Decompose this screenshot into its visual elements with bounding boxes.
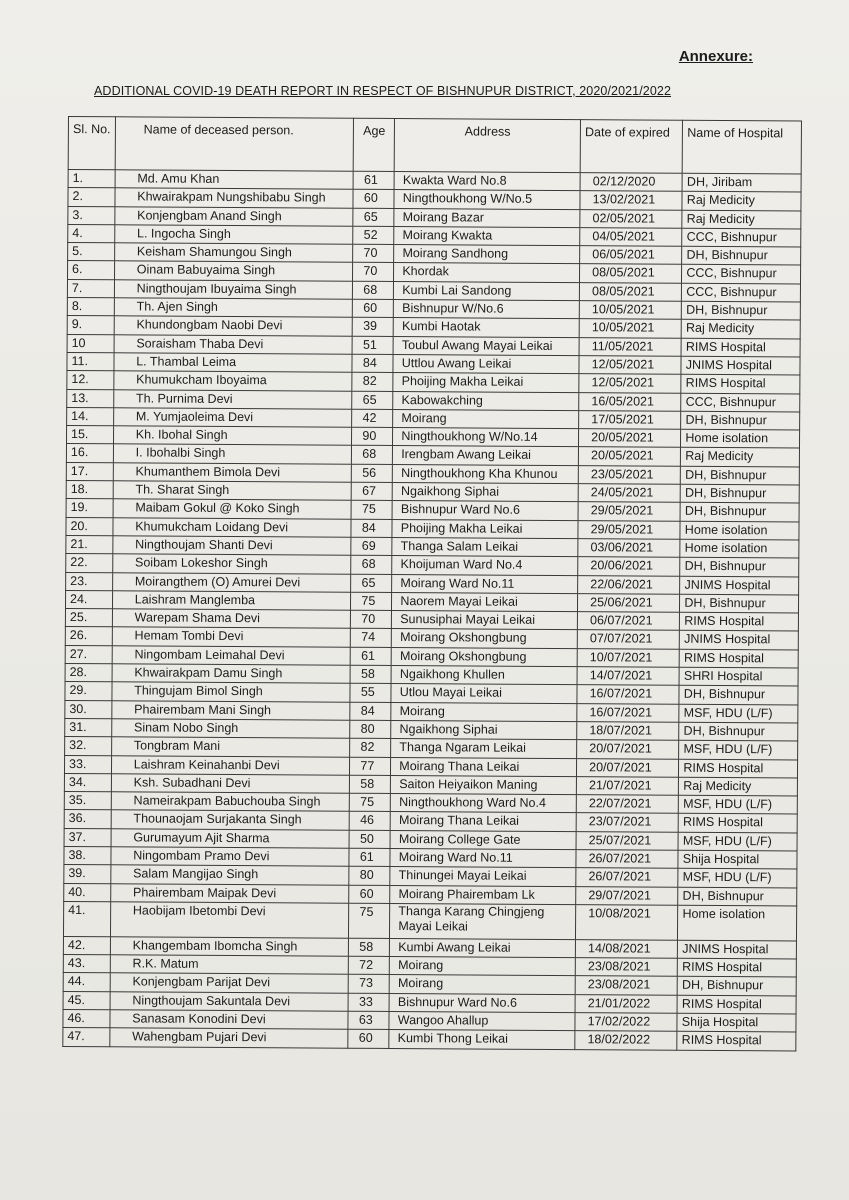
cell-date: 14/08/2021: [575, 939, 677, 958]
cell-age: 75: [349, 903, 390, 938]
cell-hospital: Home isolation: [680, 539, 799, 558]
cell-age: 82: [350, 738, 391, 757]
table-body: [63, 170, 801, 1051]
cell-age: 39: [353, 318, 394, 337]
cell-sl-no: 43.: [63, 955, 110, 974]
cell-address: Moirang Kwakta: [394, 226, 580, 245]
cell-hospital: RIMS Hospital: [677, 1032, 796, 1051]
cell-address: Moirang Phairembam Lk: [390, 885, 576, 904]
cell-age: 80: [350, 720, 391, 739]
cell-name: Khangembam Ibomcha Singh: [110, 937, 349, 957]
cell-name: Hemam Tombi Devi: [112, 627, 351, 647]
cell-sl-no: 18.: [66, 481, 113, 500]
cell-address: Bishnupur Ward No.6: [389, 993, 575, 1012]
cell-hospital: JNIMS Hospital: [680, 631, 799, 650]
cell-age: 63: [348, 1011, 389, 1030]
cell-hospital: RIMS Hospital: [677, 995, 796, 1014]
cell-sl-no: 41.: [63, 901, 110, 936]
cell-address: Moirang: [391, 702, 577, 721]
cell-address: Bishnupur Ward No.6: [392, 501, 578, 520]
cell-hospital: RIMS Hospital: [678, 958, 797, 977]
cell-name: Th. Purnima Devi: [113, 389, 352, 409]
cell-date: 16/07/2021: [577, 685, 679, 704]
cell-name: Kh. Ibohal Singh: [113, 426, 352, 446]
cell-name: Khumanthem Bimola Devi: [113, 463, 352, 483]
cell-age: 52: [353, 226, 394, 245]
cell-address: Kwakta Ward No.8: [394, 171, 580, 190]
cell-sl-no: 23.: [66, 572, 113, 591]
cell-age: 65: [351, 574, 392, 593]
cell-sl-no: 7.: [67, 279, 114, 298]
cell-hospital: JNIMS Hospital: [681, 356, 800, 375]
cell-name: Tongbram Mani: [111, 737, 350, 757]
cell-address: Toubul Awang Mayai Leikai: [393, 336, 579, 355]
cell-date: 14/07/2021: [577, 667, 679, 686]
cell-hospital: CCC, Bishnupur: [682, 265, 801, 284]
cell-date: 23/08/2021: [575, 958, 677, 977]
cell-hospital: Shija Hospital: [678, 850, 797, 869]
cell-sl-no: 34.: [64, 773, 111, 792]
cell-address: Ningthoukhong Kha Khunou: [393, 464, 579, 483]
cell-name: Moirangthem (O) Amurei Devi: [112, 572, 351, 592]
cell-sl-no: 40.: [64, 883, 111, 902]
cell-hospital: Raj Medicity: [682, 210, 801, 229]
cell-hospital: MSF, HDU (L/F): [678, 869, 797, 888]
header-hospital: Name of Hospital: [682, 120, 801, 174]
cell-sl-no: 32.: [65, 737, 112, 756]
cell-address: Kumbi Haotak: [393, 318, 579, 337]
cell-name: Ningthoujam Ibuyaima Singh: [114, 280, 353, 300]
cell-address: Moirang Okshongbung: [392, 629, 578, 648]
cell-address: Moirang: [390, 957, 576, 976]
cell-date: 23/05/2021: [578, 465, 680, 484]
cell-age: 61: [353, 171, 394, 190]
cell-date: 23/08/2021: [575, 976, 677, 995]
cell-address: Wangoo Ahallup: [389, 1012, 575, 1031]
cell-address: Moirang: [393, 409, 579, 428]
cell-sl-no: 42.: [63, 936, 110, 955]
cell-hospital: DH, Bishnupur: [680, 557, 799, 576]
cell-date: 06/05/2021: [580, 246, 682, 265]
cell-date: 16/05/2021: [579, 392, 681, 411]
cell-age: 68: [352, 446, 393, 465]
cell-date: 21/01/2022: [575, 994, 677, 1013]
cell-age: 60: [349, 885, 390, 904]
cell-name: Soraisham Thaba Devi: [114, 334, 353, 354]
cell-sl-no: 6.: [68, 261, 115, 280]
cell-sl-no: 19.: [66, 499, 113, 518]
cell-age: 58: [350, 665, 391, 684]
cell-age: 60: [348, 1030, 389, 1049]
cell-age: 74: [351, 629, 392, 648]
cell-address: Thinungei Mayai Leikai: [390, 867, 576, 886]
cell-age: 67: [352, 482, 393, 501]
header-address: Address: [394, 118, 580, 172]
cell-date: 20/07/2021: [577, 740, 679, 759]
cell-date: 11/05/2021: [579, 337, 681, 356]
cell-address: Kumbi Awang Leikai: [390, 938, 576, 957]
cell-age: 68: [353, 281, 394, 300]
cell-hospital: Home isolation: [678, 905, 797, 941]
cell-name: Thounaojam Surjakanta Singh: [111, 810, 350, 830]
cell-address: Thanga Salam Leikai: [392, 537, 578, 556]
table-row: [63, 901, 796, 940]
cell-age: 69: [351, 537, 392, 556]
cell-sl-no: 11.: [67, 352, 114, 371]
cell-age: 73: [349, 975, 390, 994]
cell-name: I. Ibohalbi Singh: [113, 444, 352, 464]
cell-date: 23/07/2021: [576, 813, 678, 832]
cell-date: 10/08/2021: [576, 904, 678, 940]
cell-address: Saiton Heiyaikon Maning: [391, 775, 577, 794]
cell-sl-no: 22.: [66, 554, 113, 573]
cell-hospital: CCC, Bishnupur: [681, 393, 800, 412]
header-name: Name of deceased person.: [115, 117, 354, 171]
cell-name: Phairembam Maipak Devi: [110, 883, 349, 903]
cell-sl-no: 33.: [64, 755, 111, 774]
cell-age: 58: [349, 938, 390, 957]
cell-date: 29/05/2021: [578, 502, 680, 521]
cell-sl-no: 28.: [65, 664, 112, 683]
cell-hospital: DH, Bishnupur: [678, 887, 797, 906]
cell-name: Wahengbam Pujari Devi: [110, 1028, 349, 1048]
cell-sl-no: 2.: [68, 188, 115, 207]
cell-date: 25/07/2021: [576, 831, 678, 850]
cell-hospital: CCC, Bishnupur: [682, 283, 801, 302]
cell-date: 07/07/2021: [577, 630, 679, 649]
cell-hospital: DH, Bishnupur: [677, 977, 796, 996]
cell-age: 56: [352, 464, 393, 483]
cell-address: Naorem Mayai Leikai: [392, 592, 578, 611]
cell-hospital: JNIMS Hospital: [680, 576, 799, 595]
cell-sl-no: 1.: [68, 170, 115, 189]
cell-address: Ngaikhong Siphai: [391, 720, 577, 739]
cell-date: 16/07/2021: [577, 703, 679, 722]
cell-name: Oinam Babuyaima Singh: [114, 261, 353, 281]
cell-name: Gurumayum Ajit Sharma: [111, 828, 350, 848]
cell-age: 60: [353, 190, 394, 209]
cell-sl-no: 27.: [65, 645, 112, 664]
cell-hospital: RIMS Hospital: [679, 649, 798, 668]
cell-address: Kumbi Lai Sandong: [394, 281, 580, 300]
cell-sl-no: 17.: [66, 462, 113, 481]
cell-age: 75: [350, 793, 391, 812]
cell-date: 25/06/2021: [578, 593, 680, 612]
cell-name: Phairembam Mani Singh: [112, 700, 351, 720]
cell-hospital: Home isolation: [680, 521, 799, 540]
cell-sl-no: 47.: [63, 1028, 110, 1047]
cell-hospital: Raj Medicity: [682, 192, 801, 211]
cell-date: 13/02/2021: [580, 191, 682, 210]
cell-age: 33: [348, 993, 389, 1012]
cell-sl-no: 38.: [64, 846, 111, 865]
annexure-label: Annexure:: [678, 48, 753, 65]
cell-sl-no: 9.: [67, 316, 114, 335]
cell-address: Moirang Ward No.11: [392, 574, 578, 593]
cell-hospital: Raj Medicity: [681, 448, 800, 467]
cell-address: Ningthoukhong W/No.14: [393, 428, 579, 447]
cell-sl-no: 13.: [67, 389, 114, 408]
cell-address: Moirang Okshongbung: [391, 647, 577, 666]
cell-name: Ningthoujam Sakuntala Devi: [110, 992, 349, 1012]
header-date: Date of expired: [580, 120, 683, 174]
cell-date: 06/07/2021: [577, 612, 679, 631]
cell-address: Moirang: [389, 975, 575, 994]
cell-sl-no: 3.: [68, 206, 115, 225]
cell-name: Konjengbam Parijat Devi: [110, 973, 349, 993]
cell-sl-no: 20.: [66, 517, 113, 536]
header-age: Age: [354, 118, 395, 171]
cell-sl-no: 39.: [64, 865, 111, 884]
cell-name: Khundongbam Naobi Devi: [114, 316, 353, 336]
cell-name: Ningthoujam Shanti Devi: [113, 536, 352, 556]
cell-hospital: DH, Bishnupur: [681, 466, 800, 485]
cell-address: Phoijing Makha Leikai: [393, 373, 579, 392]
cell-hospital: DH, Bishnupur: [680, 594, 799, 613]
cell-hospital: DH, Bishnupur: [679, 722, 798, 741]
cell-date: 22/07/2021: [576, 795, 678, 814]
cell-hospital: MSF, HDU (L/F): [678, 832, 797, 851]
report-title: ADDITIONAL COVID-19 DEATH REPORT IN RESPECT OF BISHNUPUR DISTRICT, 2020/2021/2022: [94, 84, 672, 98]
header-sl-no: Sl. No.: [68, 117, 115, 170]
cell-date: 26/07/2021: [576, 850, 678, 869]
cell-date: 17/05/2021: [579, 410, 681, 429]
cell-sl-no: 26.: [65, 627, 112, 646]
cell-sl-no: 29.: [65, 682, 112, 701]
cell-address: Khordak: [394, 263, 580, 282]
cell-name: L. Ingocha Singh: [114, 225, 353, 245]
cell-address: Kabowakching: [393, 391, 579, 410]
cell-hospital: DH, Bishnupur: [680, 503, 799, 522]
cell-date: 26/07/2021: [576, 868, 678, 887]
cell-hospital: MSF, HDU (L/F): [679, 795, 798, 814]
cell-age: 68: [351, 555, 392, 574]
cell-age: 75: [351, 501, 392, 520]
cell-name: Haobijam Ibetombi Devi: [110, 902, 349, 938]
cell-hospital: DH, Jiribam: [682, 173, 801, 192]
cell-name: L. Thambal Leima: [114, 353, 353, 373]
cell-name: Keisham Shamungou Singh: [114, 243, 353, 263]
cell-age: 46: [350, 812, 391, 831]
cell-hospital: DH, Bishnupur: [680, 484, 799, 503]
cell-age: 65: [353, 208, 394, 227]
cell-age: 75: [351, 592, 392, 611]
cell-age: 70: [353, 244, 394, 263]
table-row: [63, 1028, 796, 1051]
cell-name: Khwairakpam Nungshibabu Singh: [115, 188, 354, 208]
cell-name: Soibam Lokeshor Singh: [112, 554, 351, 574]
cell-hospital: Shija Hospital: [677, 1013, 796, 1032]
cell-hospital: DH, Bishnupur: [682, 246, 801, 265]
cell-sl-no: 14.: [67, 407, 114, 426]
cell-date: 10/05/2021: [579, 301, 681, 320]
cell-name: Konjengbam Anand Singh: [115, 206, 354, 226]
cell-address: Utlou Mayai Leikai: [391, 684, 577, 703]
cell-age: 82: [352, 373, 393, 392]
cell-address: Sunusiphai Mayai Leikai: [392, 611, 578, 630]
cell-address: Bishnupur W/No.6: [394, 300, 580, 319]
cell-hospital: RIMS Hospital: [680, 612, 799, 631]
cell-date: 20/05/2021: [579, 429, 681, 448]
cell-hospital: DH, Bishnupur: [679, 686, 798, 705]
cell-address: Ngaikhong Siphai: [392, 483, 578, 502]
cell-name: Ningombam Leimahal Devi: [112, 645, 351, 665]
cell-date: 10/05/2021: [579, 319, 681, 338]
cell-hospital: MSF, HDU (L/F): [679, 704, 798, 723]
cell-age: 70: [353, 263, 394, 282]
cell-name: Laishram Manglemba: [112, 591, 351, 611]
cell-sl-no: 31.: [65, 718, 112, 737]
cell-address: Moirang Bazar: [394, 208, 580, 227]
cell-age: 80: [349, 867, 390, 886]
cell-address: Uttlou Awang Leikai: [393, 354, 579, 373]
cell-date: 29/05/2021: [578, 520, 680, 539]
cell-address: Moirang Sandhong: [394, 245, 580, 264]
cell-address: Thanga Ngaram Leikai: [391, 739, 577, 758]
cell-age: 60: [353, 299, 394, 318]
cell-name: R.K. Matum: [110, 955, 349, 975]
cell-date: 21/07/2021: [576, 776, 678, 795]
cell-hospital: DH, Bishnupur: [681, 411, 800, 430]
cell-address: Kumbi Thong Leikai: [389, 1030, 575, 1049]
cell-address: Phoijing Makha Leikai: [392, 519, 578, 538]
cell-sl-no: 46.: [63, 1010, 110, 1029]
cell-address: Moirang Thana Leikai: [391, 757, 577, 776]
cell-sl-no: 8.: [67, 298, 114, 317]
cell-date: 17/02/2022: [575, 1013, 677, 1032]
cell-sl-no: 16.: [66, 444, 113, 463]
cell-date: 08/05/2021: [580, 264, 682, 283]
cell-name: Ningombam Pramo Devi: [111, 847, 350, 867]
cell-address: Moirang College Gate: [390, 830, 576, 849]
cell-age: 84: [352, 354, 393, 373]
cell-date: 20/07/2021: [577, 758, 679, 777]
cell-age: 84: [350, 702, 391, 721]
cell-date: 03/06/2021: [578, 539, 680, 558]
cell-age: 51: [352, 336, 393, 355]
cell-name: Md. Amu Khan: [115, 170, 354, 190]
cell-sl-no: 15.: [66, 426, 113, 445]
cell-hospital: RIMS Hospital: [678, 814, 797, 833]
death-report-table: [62, 116, 802, 1051]
cell-date: 22/06/2021: [578, 575, 680, 594]
cell-name: Sanasam Konodini Devi: [110, 1010, 349, 1030]
cell-date: 12/05/2021: [579, 374, 681, 393]
cell-hospital: JNIMS Hospital: [678, 940, 797, 959]
cell-sl-no: 44.: [63, 973, 110, 992]
cell-address: Irengbam Awang Leikai: [393, 446, 579, 465]
cell-name: Th. Ajen Singh: [114, 298, 353, 318]
cell-date: 10/07/2021: [577, 648, 679, 667]
cell-date: 18/02/2022: [575, 1031, 677, 1050]
cell-name: M. Yumjaoleima Devi: [113, 408, 352, 428]
cell-address: Ningthoukhong Ward No.4: [391, 794, 577, 813]
cell-date: 18/07/2021: [577, 722, 679, 741]
cell-hospital: CCC, Bishnupur: [682, 228, 801, 247]
cell-sl-no: 21.: [66, 535, 113, 554]
cell-age: 72: [349, 956, 390, 975]
cell-age: 58: [350, 775, 391, 794]
cell-age: 90: [352, 427, 393, 446]
cell-date: 12/05/2021: [579, 356, 681, 375]
cell-sl-no: 35.: [64, 792, 111, 811]
cell-hospital: DH, Bishnupur: [682, 301, 801, 320]
cell-name: Ksh. Subadhani Devi: [111, 774, 350, 794]
cell-address: Thanga Karang Chingjeng Mayai Leikai: [390, 903, 576, 939]
cell-address: Moirang Ward No.11: [390, 848, 576, 867]
cell-sl-no: 12.: [67, 371, 114, 390]
cell-sl-no: 10: [67, 334, 114, 353]
cell-hospital: MSF, HDU (L/F): [679, 740, 798, 759]
cell-age: 77: [350, 757, 391, 776]
cell-date: 20/05/2021: [579, 447, 681, 466]
cell-date: 02/05/2021: [580, 209, 682, 228]
cell-date: 20/06/2021: [578, 557, 680, 576]
cell-hospital: RIMS Hospital: [681, 338, 800, 357]
cell-sl-no: 37.: [64, 828, 111, 847]
cell-name: Salam Mangijao Singh: [111, 865, 350, 885]
cell-address: Khoijuman Ward No.4: [392, 556, 578, 575]
cell-date: 08/05/2021: [580, 282, 682, 301]
cell-sl-no: 30.: [65, 700, 112, 719]
cell-address: Ngaikhong Khullen: [391, 666, 577, 685]
cell-name: Laishram Keinahanbi Devi: [111, 755, 350, 775]
cell-age: 84: [351, 519, 392, 538]
cell-date: 02/12/2020: [580, 173, 682, 192]
cell-age: 55: [350, 684, 391, 703]
cell-age: 70: [351, 610, 392, 629]
cell-age: 65: [352, 391, 393, 410]
cell-sl-no: 36.: [64, 810, 111, 829]
cell-age: 42: [352, 409, 393, 428]
cell-hospital: RIMS Hospital: [681, 375, 800, 394]
cell-date: 29/07/2021: [576, 886, 678, 905]
cell-name: Warepam Shama Devi: [112, 609, 351, 629]
cell-age: 61: [349, 848, 390, 867]
table-header-row: [68, 117, 801, 174]
cell-hospital: Raj Medicity: [679, 777, 798, 796]
cell-name: Maibam Gokul @ Koko Singh: [113, 499, 352, 519]
cell-age: 50: [349, 830, 390, 849]
cell-hospital: Raj Medicity: [681, 320, 800, 339]
cell-sl-no: 45.: [63, 991, 110, 1010]
cell-name: Khumukcham Loidang Devi: [113, 517, 352, 537]
cell-hospital: RIMS Hospital: [679, 759, 798, 778]
cell-name: Khumukcham Iboyaima: [114, 371, 353, 391]
cell-sl-no: 4.: [68, 224, 115, 243]
cell-date: 24/05/2021: [578, 484, 680, 503]
cell-sl-no: 5.: [68, 243, 115, 262]
cell-address: Moirang Thana Leikai: [390, 812, 576, 831]
cell-name: Thingujam Bimol Singh: [112, 682, 351, 702]
cell-hospital: SHRI Hospital: [679, 667, 798, 686]
cell-name: Th. Sharat Singh: [113, 481, 352, 501]
cell-address: Ningthoukhong W/No.5: [394, 190, 580, 209]
cell-name: Khwairakpam Damu Singh: [112, 664, 351, 684]
cell-sl-no: 25.: [65, 609, 112, 628]
cell-name: Nameirakpam Babuchouba Singh: [111, 792, 350, 812]
cell-date: 04/05/2021: [580, 228, 682, 247]
cell-age: 61: [351, 647, 392, 666]
cell-name: Sinam Nobo Singh: [111, 719, 350, 739]
cell-sl-no: 24.: [65, 590, 112, 609]
cell-hospital: Home isolation: [681, 429, 800, 448]
